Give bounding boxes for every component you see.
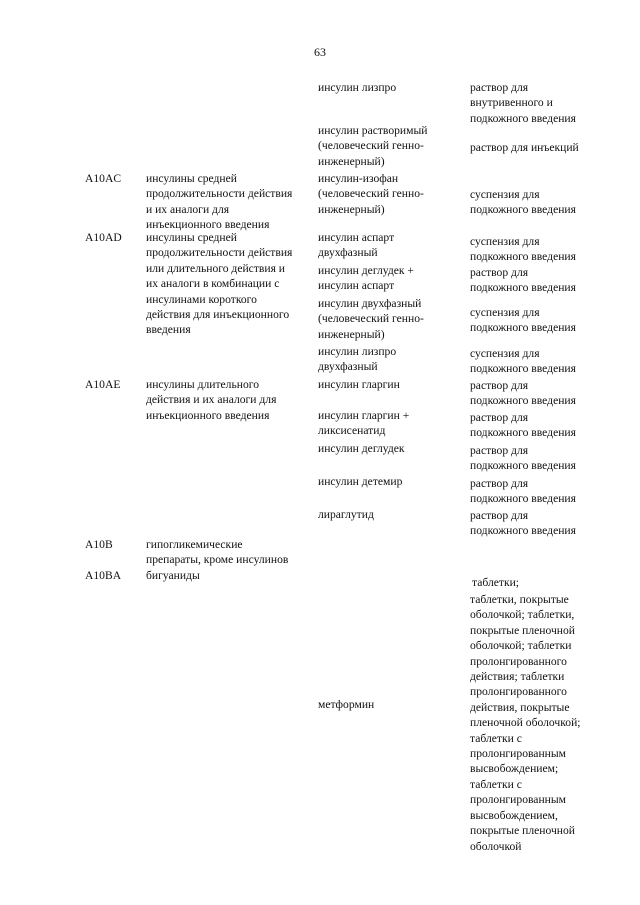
drug-name: инсулин детемир	[318, 475, 403, 488]
drug-name: инсулин лизпро	[318, 81, 397, 94]
dosage-form: раствор для подкожного введения	[470, 379, 576, 408]
dosage-form: раствор для внутривенного и подкожного введения	[470, 81, 576, 125]
drug-name: инсулин деглудек + инсулин аспарт	[318, 264, 414, 293]
drug-name: метформин	[318, 698, 375, 711]
dosage-form: таблетки;	[472, 576, 520, 589]
dosage-form: суспензия для подкожного введения	[470, 235, 576, 264]
dosage-form: суспензия для подкожного введения	[470, 306, 576, 335]
atc-group: гипогликемические препараты, кроме инсулинов	[146, 538, 289, 567]
drug-name: инсулин деглудек	[318, 442, 405, 455]
atc-code: A10B	[85, 538, 113, 551]
atc-code: A10AE	[85, 378, 121, 391]
drug-name: инсулин двухфазный (человеческий генно- инженерный)	[318, 297, 424, 341]
dosage-form: раствор для подкожного введения	[470, 477, 576, 506]
drug-name: инсулин-изофан (человеческий генно- инженерный)	[318, 172, 424, 216]
drug-name: лираглутид	[318, 508, 374, 521]
dosage-form: суспензия для подкожного введения	[470, 347, 576, 376]
dosage-form: раствор для подкожного введения	[470, 509, 576, 538]
dosage-form: раствор для подкожного введения	[470, 411, 576, 440]
atc-group: инсулины средней продолжительности действия и их аналоги для инъекционного введения	[146, 172, 293, 232]
atc-code: A10AC	[85, 172, 122, 185]
drug-name: инсулин гларгин + ликсисенатид	[318, 409, 410, 438]
dosage-form: суспензия для подкожного введения	[470, 188, 576, 217]
page-number: 63	[314, 45, 326, 59]
dosage-form: раствор для инъекций	[470, 141, 579, 154]
dosage-form: раствор для подкожного введения	[470, 444, 576, 473]
drug-name: инсулин аспарт двухфазный	[318, 231, 395, 260]
drug-name: инсулин гларгин	[318, 378, 400, 391]
atc-code: A10AD	[85, 231, 122, 244]
atc-group: бигуаниды	[146, 569, 200, 582]
dosage-form: раствор для подкожного введения	[470, 266, 576, 295]
drug-name: инсулин растворимый (человеческий генно- инженерный)	[318, 124, 428, 168]
atc-group: инсулины длительного действия и их аналоги для инъекционного введения	[146, 378, 277, 422]
atc-code: A10BA	[85, 569, 122, 582]
atc-group: инсулины средней продолжительности действия или длительного действия и их аналоги в комбинации с инсулинами короткого действия для инъекционного введения	[146, 231, 293, 337]
drug-name: инсулин лизпро двухфазный	[318, 345, 397, 374]
dosage-form: таблетки, покрытые оболочкой; таблетки, покрытые пленочной оболочкой; таблетки пролонгированного действия; таблетки пролонгированного действия, покрытые пленочной оболочкой; таблетки с пролонгированным высвобождением; таблетки с пролонгированным высвобождением, покрытые пленочной оболочкой	[470, 593, 581, 853]
